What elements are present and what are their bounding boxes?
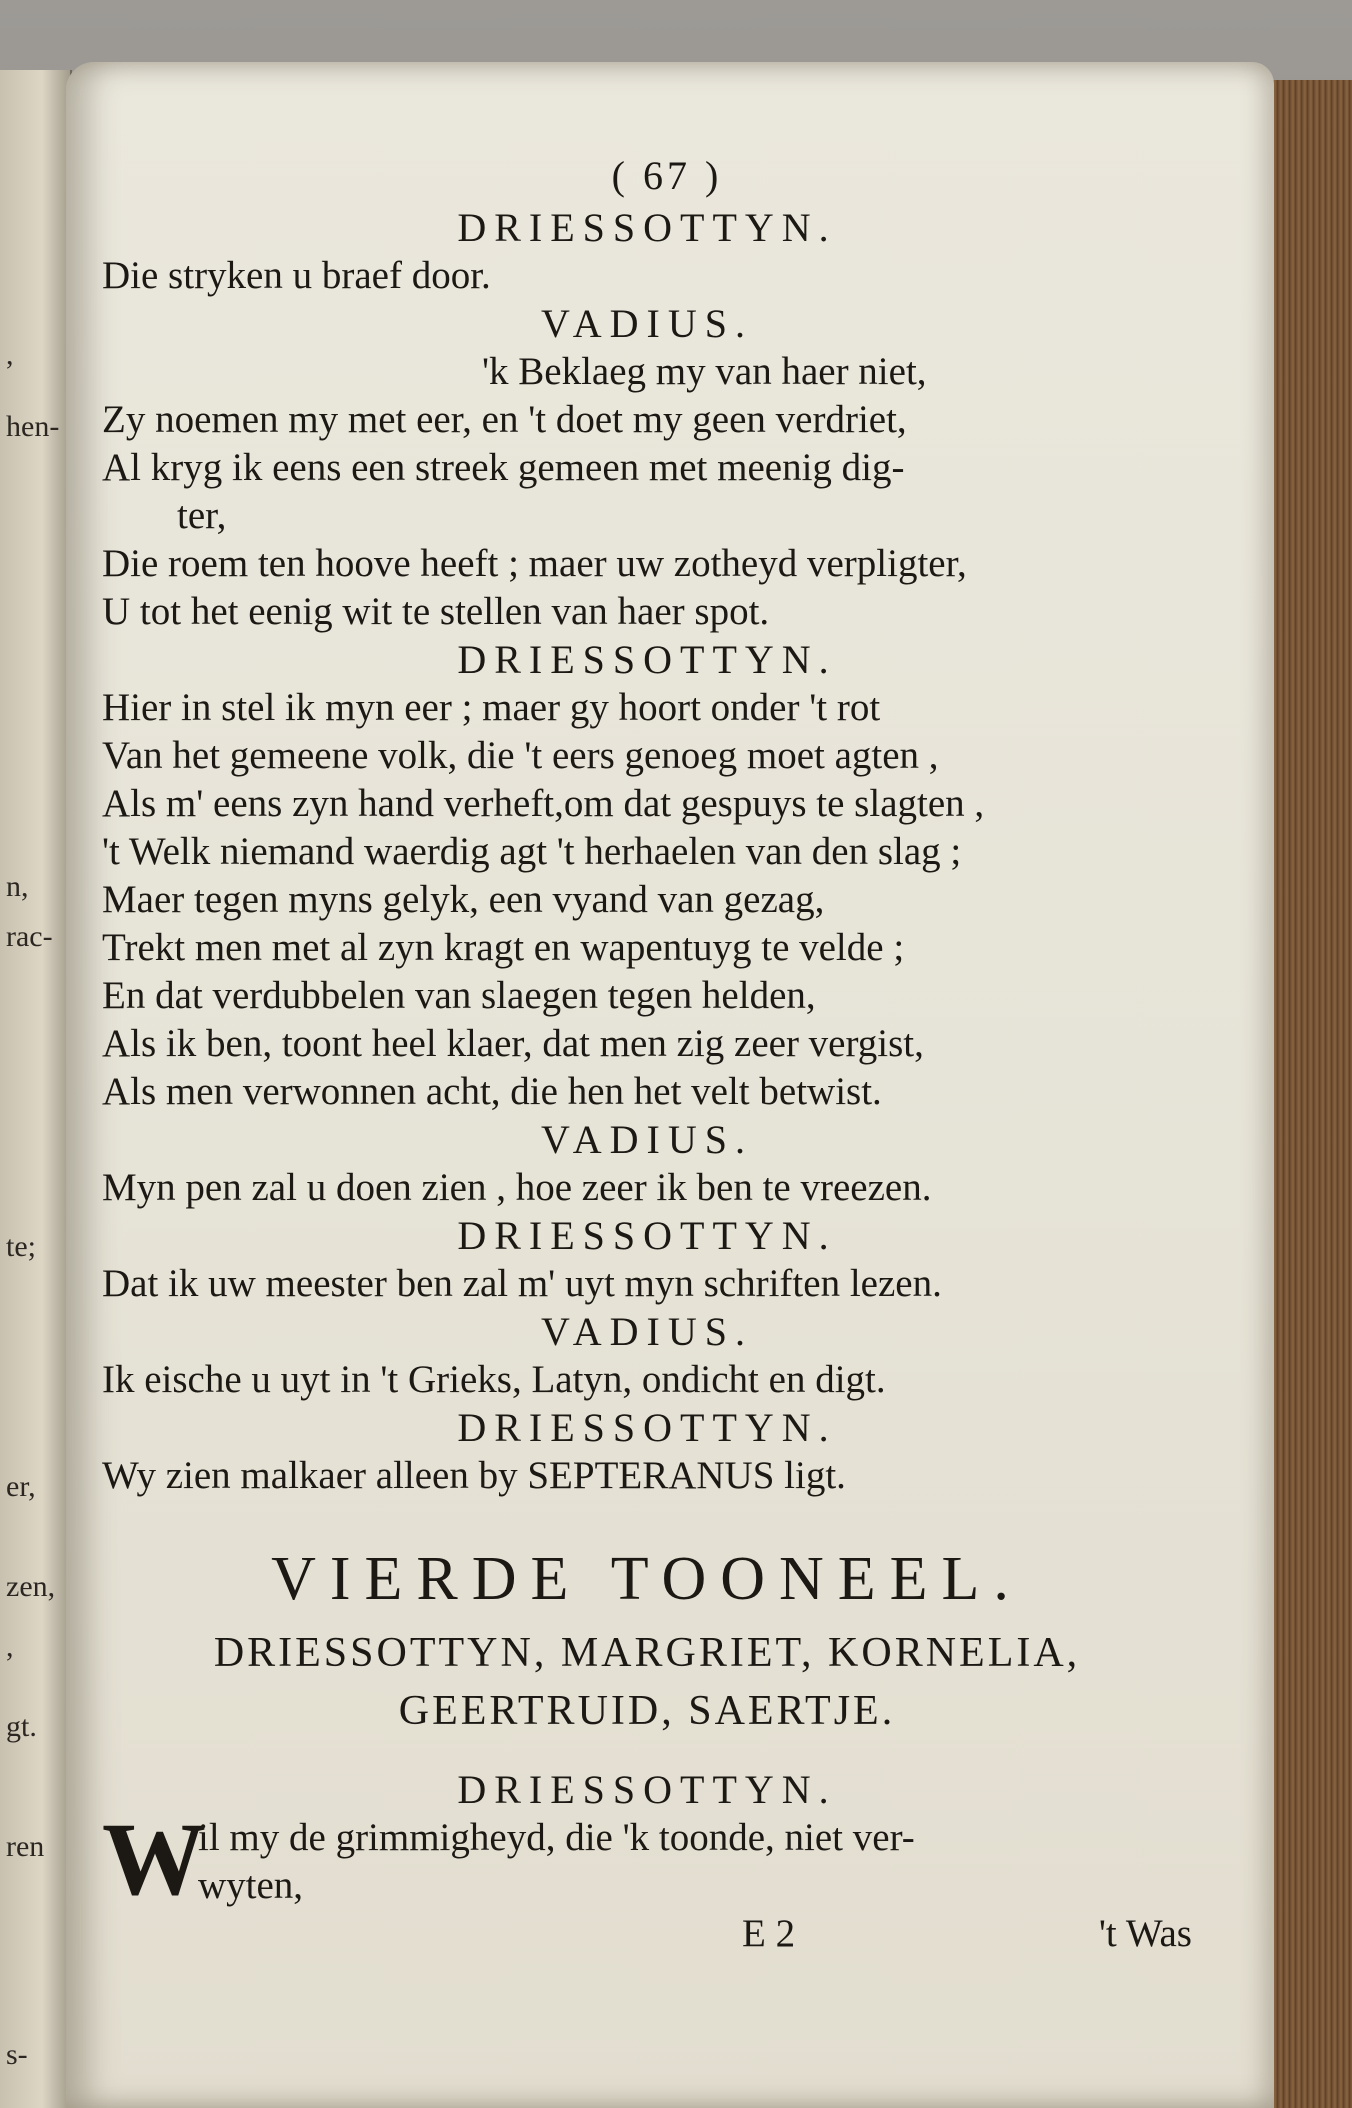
cast-list-line: DRIESSOTTYN, MARGRIET, KORNELIA, [213, 1630, 1081, 1676]
verse-line: Van het gemeene volk, die 't eers genoeg moet agten , [102, 734, 939, 777]
verse-line: ter, [177, 494, 227, 537]
verse-line: Als men verwonnen acht, die hen het velt betwist. [102, 1070, 882, 1113]
page-number: ( 67 ) [611, 153, 723, 198]
verse-line: 'k Beklaeg my van haer niet, [482, 350, 927, 393]
verse-line: Als ik ben, toont heel klaer, dat men zig zeer vergist, [102, 1022, 924, 1065]
left-page-fragment: n, [6, 870, 29, 903]
left-page-fragment: te; [6, 1230, 36, 1263]
left-page-fragment: , [6, 338, 14, 371]
verse-line: Zy noemen my met eer, en 't doet my geen verdriet, [102, 398, 907, 441]
left-page-fragment: gt. [6, 1710, 37, 1743]
verse-line: Maer tegen myns gelyk, een vyand van gezag, [102, 878, 825, 921]
left-page-edge [0, 70, 72, 2108]
verse-line: Die stryken u braef door. [102, 254, 491, 297]
page-footer [102, 1910, 1192, 1958]
verse-line: Myn pen zal u doen zien , hoe zeer ik ben te vreezen. [102, 1166, 932, 1209]
verse-line: Ik eische u uyt in 't Grieks, Latyn, ondicht en digt. [102, 1358, 886, 1401]
verse-line: Die roem ten hoove heeft ; maer uw zotheyd verpligter, [102, 542, 967, 585]
left-page-fragment: zen, [6, 1570, 56, 1603]
speaker-heading: VADIUS. [541, 1309, 753, 1354]
page-text [102, 152, 1192, 1958]
signature-mark: E 2 [742, 1912, 796, 1955]
verse-line: 't Welk niemand waerdig agt 't herhaelen van den slag ; [102, 830, 962, 873]
speaker-heading: DRIESSOTTYN. [457, 1767, 837, 1812]
speaker-heading: DRIESSOTTYN. [457, 1213, 837, 1258]
verse-line: Al kryg ik eens een streek gemeen met meenig dig- [102, 446, 905, 489]
verse-line: Wy zien malkaer alleen by SEPTERANUS ligt. [102, 1454, 846, 1497]
left-page-fragment: s- [6, 2038, 28, 2071]
speaker-heading: VADIUS. [541, 301, 753, 346]
verse-line-text: il my de grimmigheyd, die 'k toonde, niet ver- [198, 1816, 915, 1859]
scene-title: VIERDE TOONEEL. [271, 1545, 1023, 1613]
verse-line: Trekt men met al zyn kragt en wapentuyg te velde ; [102, 926, 905, 969]
left-page-fragment: er, [6, 1470, 36, 1503]
left-page-fragment: hen- [6, 410, 60, 443]
speaker-heading: DRIESSOTTYN. [457, 205, 837, 250]
verse-line: U tot het eenig wit te stellen van haer spot. [102, 590, 770, 633]
drop-cap-initial: W [102, 1802, 206, 1917]
speaker-heading: DRIESSOTTYN. [457, 637, 837, 682]
verse-line: Dat ik uw meester ben zal m' uyt myn schriften lezen. [102, 1262, 942, 1305]
speaker-heading: DRIESSOTTYN. [457, 1405, 837, 1450]
catchword: 't Was [1098, 1912, 1192, 1955]
speaker-heading: VADIUS. [541, 1117, 753, 1162]
left-page-fragment: , [6, 1630, 14, 1663]
left-page-fragment: rac- [6, 920, 53, 953]
book-page-edges [1272, 80, 1352, 2108]
left-page-fragment: ren [6, 1830, 45, 1863]
verse-line: Hier in stel ik myn eer ; maer gy hoort onder 't rot [102, 686, 881, 729]
cast-list-line: GEERTRUID, SAERTJE. [398, 1688, 896, 1734]
verse-line: Als m' eens zyn hand verheft,om dat gespuys te slagten , [102, 782, 985, 825]
book-page [66, 62, 1274, 2108]
verse-line: En dat verdubbelen van slaegen tegen helden, [102, 974, 816, 1017]
verse-line: wyten, [198, 1864, 304, 1907]
